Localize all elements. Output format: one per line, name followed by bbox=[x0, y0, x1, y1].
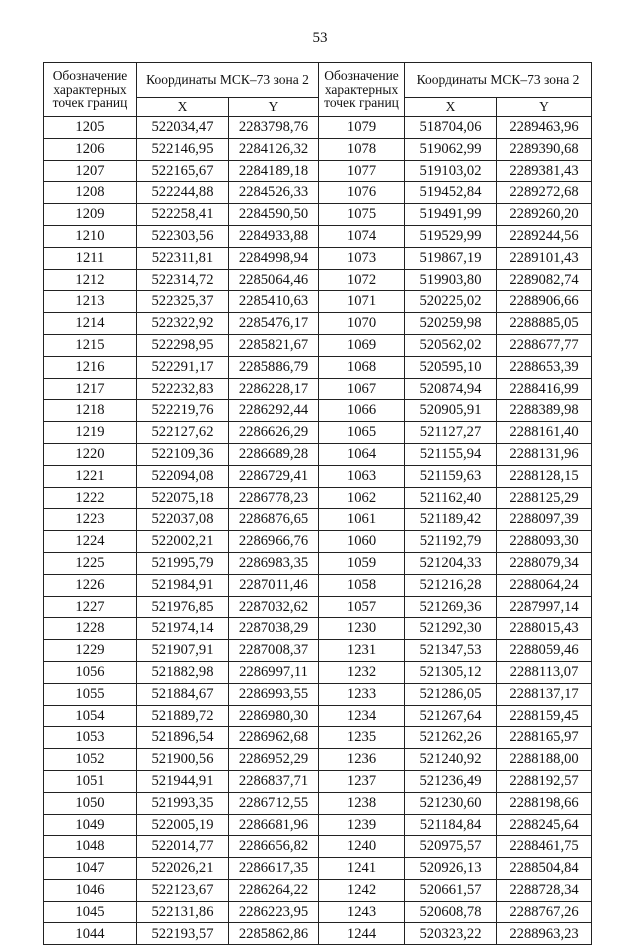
x-right-cell: 520905,91 bbox=[405, 400, 497, 422]
y-left-cell: 2286962,68 bbox=[229, 727, 319, 749]
x-right-cell: 521216,28 bbox=[405, 574, 497, 596]
y-right-cell: 2288416,99 bbox=[497, 378, 592, 400]
point-id-left-cell: 1206 bbox=[44, 138, 137, 160]
y-left-cell: 2286837,71 bbox=[229, 770, 319, 792]
table-row bbox=[44, 770, 592, 792]
x-left-cell: 521882,98 bbox=[137, 661, 229, 683]
y-right-cell: 2288198,66 bbox=[497, 792, 592, 814]
y-left-cell: 2286264,22 bbox=[229, 879, 319, 901]
point-id-right-cell: 1061 bbox=[319, 509, 405, 531]
point-id-left-cell: 1223 bbox=[44, 509, 137, 531]
point-id-right-cell: 1238 bbox=[319, 792, 405, 814]
table-row bbox=[44, 509, 592, 531]
table-row bbox=[44, 225, 592, 247]
y-right-cell: 2288389,98 bbox=[497, 400, 592, 422]
y-right-cell: 2288192,57 bbox=[497, 770, 592, 792]
x-right-cell: 519062,99 bbox=[405, 138, 497, 160]
x-right-cell: 520225,02 bbox=[405, 291, 497, 313]
y-right-cell: 2288093,30 bbox=[497, 531, 592, 553]
x-right-cell: 520562,02 bbox=[405, 334, 497, 356]
x-right-cell: 521305,12 bbox=[405, 661, 497, 683]
y-right-cell: 2288728,34 bbox=[497, 879, 592, 901]
point-id-right-cell: 1062 bbox=[319, 487, 405, 509]
x-left-cell: 522002,21 bbox=[137, 531, 229, 553]
y-right-cell: 2288128,15 bbox=[497, 465, 592, 487]
point-label-header-right: Обозначение характерных точек границ bbox=[319, 63, 405, 117]
point-id-right-cell: 1065 bbox=[319, 422, 405, 444]
x-left-cell: 522146,95 bbox=[137, 138, 229, 160]
point-id-right-cell: 1235 bbox=[319, 727, 405, 749]
table-header bbox=[44, 63, 592, 117]
table-row bbox=[44, 749, 592, 771]
x-left-cell: 522005,19 bbox=[137, 814, 229, 836]
y-header-right: Y bbox=[497, 98, 592, 117]
x-left-cell: 522026,21 bbox=[137, 858, 229, 880]
x-right-cell: 521162,40 bbox=[405, 487, 497, 509]
point-id-right-cell: 1074 bbox=[319, 225, 405, 247]
table-row bbox=[44, 705, 592, 727]
x-left-cell: 521976,85 bbox=[137, 596, 229, 618]
y-left-cell: 2286617,35 bbox=[229, 858, 319, 880]
point-id-left-cell: 1051 bbox=[44, 770, 137, 792]
point-id-left-cell: 1208 bbox=[44, 182, 137, 204]
table-row bbox=[44, 901, 592, 923]
point-id-right-cell: 1077 bbox=[319, 160, 405, 182]
page-number: 53 bbox=[312, 30, 328, 46]
point-id-left-cell: 1229 bbox=[44, 640, 137, 662]
y-left-cell: 2286993,55 bbox=[229, 683, 319, 705]
y-left-cell: 2286952,29 bbox=[229, 749, 319, 771]
x-left-cell: 522311,81 bbox=[137, 247, 229, 269]
x-right-cell: 521286,05 bbox=[405, 683, 497, 705]
y-left-cell: 2286997,11 bbox=[229, 661, 319, 683]
y-left-cell: 2286980,30 bbox=[229, 705, 319, 727]
point-id-right-cell: 1236 bbox=[319, 749, 405, 771]
point-id-right-cell: 1242 bbox=[319, 879, 405, 901]
x-left-cell: 522165,67 bbox=[137, 160, 229, 182]
x-left-cell: 522014,77 bbox=[137, 836, 229, 858]
table-row bbox=[44, 334, 592, 356]
x-right-cell: 520259,98 bbox=[405, 313, 497, 335]
point-id-left-cell: 1046 bbox=[44, 879, 137, 901]
table-row bbox=[44, 552, 592, 574]
table-row bbox=[44, 247, 592, 269]
point-id-right-cell: 1237 bbox=[319, 770, 405, 792]
point-id-right-cell: 1073 bbox=[319, 247, 405, 269]
x-left-cell: 522232,83 bbox=[137, 378, 229, 400]
y-right-cell: 2288137,17 bbox=[497, 683, 592, 705]
x-left-cell: 521884,67 bbox=[137, 683, 229, 705]
x-left-cell: 521984,91 bbox=[137, 574, 229, 596]
coordinates-table bbox=[43, 62, 592, 945]
point-id-right-cell: 1067 bbox=[319, 378, 405, 400]
x-right-cell: 521192,79 bbox=[405, 531, 497, 553]
table-row bbox=[44, 727, 592, 749]
y-left-cell: 2286292,44 bbox=[229, 400, 319, 422]
table-row bbox=[44, 640, 592, 662]
x-right-cell: 521155,94 bbox=[405, 443, 497, 465]
point-id-left-cell: 1049 bbox=[44, 814, 137, 836]
x-left-cell: 522109,36 bbox=[137, 443, 229, 465]
x-left-cell: 522193,57 bbox=[137, 923, 229, 945]
x-left-cell: 522322,92 bbox=[137, 313, 229, 335]
point-id-left-cell: 1047 bbox=[44, 858, 137, 880]
point-id-right-cell: 1234 bbox=[319, 705, 405, 727]
point-id-right-cell: 1071 bbox=[319, 291, 405, 313]
x-right-cell: 520975,57 bbox=[405, 836, 497, 858]
point-id-left-cell: 1209 bbox=[44, 204, 137, 226]
x-left-cell: 521907,91 bbox=[137, 640, 229, 662]
x-left-cell: 522034,47 bbox=[137, 117, 229, 139]
y-left-cell: 2286656,82 bbox=[229, 836, 319, 858]
y-left-cell: 2286712,55 bbox=[229, 792, 319, 814]
x-header-left: X bbox=[137, 98, 229, 117]
point-id-left-cell: 1055 bbox=[44, 683, 137, 705]
y-left-cell: 2287011,46 bbox=[229, 574, 319, 596]
table-row bbox=[44, 792, 592, 814]
point-id-left-cell: 1210 bbox=[44, 225, 137, 247]
point-id-left-cell: 1227 bbox=[44, 596, 137, 618]
y-left-cell: 2286729,41 bbox=[229, 465, 319, 487]
x-left-cell: 522325,37 bbox=[137, 291, 229, 313]
table-row bbox=[44, 117, 592, 139]
point-id-right-cell: 1244 bbox=[319, 923, 405, 945]
coords-header-right: Координаты МСК–73 зона 2 bbox=[405, 63, 592, 98]
y-left-cell: 2285821,67 bbox=[229, 334, 319, 356]
table-row bbox=[44, 531, 592, 553]
y-right-cell: 2287997,14 bbox=[497, 596, 592, 618]
point-label-header-left: Обозначение характерных точек границ bbox=[44, 63, 137, 117]
x-left-cell: 521944,91 bbox=[137, 770, 229, 792]
table-row bbox=[44, 596, 592, 618]
y-right-cell: 2288653,39 bbox=[497, 356, 592, 378]
x-right-cell: 521184,84 bbox=[405, 814, 497, 836]
point-id-right-cell: 1066 bbox=[319, 400, 405, 422]
point-id-left-cell: 1217 bbox=[44, 378, 137, 400]
point-id-left-cell: 1050 bbox=[44, 792, 137, 814]
point-id-right-cell: 1060 bbox=[319, 531, 405, 553]
point-id-left-cell: 1205 bbox=[44, 117, 137, 139]
y-right-cell: 2288677,77 bbox=[497, 334, 592, 356]
y-left-cell: 2286983,35 bbox=[229, 552, 319, 574]
point-id-left-cell: 1052 bbox=[44, 749, 137, 771]
x-right-cell: 520595,10 bbox=[405, 356, 497, 378]
x-right-cell: 520926,13 bbox=[405, 858, 497, 880]
table-row bbox=[44, 836, 592, 858]
x-right-cell: 521204,33 bbox=[405, 552, 497, 574]
point-id-right-cell: 1059 bbox=[319, 552, 405, 574]
point-id-left-cell: 1212 bbox=[44, 269, 137, 291]
point-id-right-cell: 1239 bbox=[319, 814, 405, 836]
table-row bbox=[44, 138, 592, 160]
y-left-cell: 2287032,62 bbox=[229, 596, 319, 618]
y-right-cell: 2288097,39 bbox=[497, 509, 592, 531]
table-row bbox=[44, 356, 592, 378]
x-right-cell: 521240,92 bbox=[405, 749, 497, 771]
x-right-cell: 521262,26 bbox=[405, 727, 497, 749]
point-id-left-cell: 1214 bbox=[44, 313, 137, 335]
y-left-cell: 2287038,29 bbox=[229, 618, 319, 640]
point-id-right-cell: 1064 bbox=[319, 443, 405, 465]
x-left-cell: 521900,56 bbox=[137, 749, 229, 771]
y-right-cell: 2289082,74 bbox=[497, 269, 592, 291]
y-right-cell: 2289390,68 bbox=[497, 138, 592, 160]
table-row bbox=[44, 923, 592, 945]
y-right-cell: 2288963,23 bbox=[497, 923, 592, 945]
y-left-cell: 2285064,46 bbox=[229, 269, 319, 291]
point-id-left-cell: 1218 bbox=[44, 400, 137, 422]
y-left-cell: 2286681,96 bbox=[229, 814, 319, 836]
y-left-cell: 2286228,17 bbox=[229, 378, 319, 400]
x-left-cell: 521993,35 bbox=[137, 792, 229, 814]
x-left-cell: 522131,86 bbox=[137, 901, 229, 923]
point-id-left-cell: 1048 bbox=[44, 836, 137, 858]
y-left-cell: 2287008,37 bbox=[229, 640, 319, 662]
point-id-right-cell: 1068 bbox=[319, 356, 405, 378]
point-id-left-cell: 1054 bbox=[44, 705, 137, 727]
y-left-cell: 2284189,18 bbox=[229, 160, 319, 182]
y-right-cell: 2288461,75 bbox=[497, 836, 592, 858]
table-row bbox=[44, 400, 592, 422]
x-left-cell: 522244,88 bbox=[137, 182, 229, 204]
y-left-cell: 2286223,95 bbox=[229, 901, 319, 923]
point-id-left-cell: 1222 bbox=[44, 487, 137, 509]
point-id-left-cell: 1220 bbox=[44, 443, 137, 465]
x-right-cell: 521269,36 bbox=[405, 596, 497, 618]
x-left-cell: 521889,72 bbox=[137, 705, 229, 727]
x-left-cell: 522314,72 bbox=[137, 269, 229, 291]
point-id-right-cell: 1069 bbox=[319, 334, 405, 356]
y-right-cell: 2288059,46 bbox=[497, 640, 592, 662]
table-row bbox=[44, 661, 592, 683]
point-id-right-cell: 1063 bbox=[319, 465, 405, 487]
point-id-left-cell: 1221 bbox=[44, 465, 137, 487]
x-left-cell: 521896,54 bbox=[137, 727, 229, 749]
point-id-left-cell: 1044 bbox=[44, 923, 137, 945]
table-row bbox=[44, 487, 592, 509]
point-id-right-cell: 1231 bbox=[319, 640, 405, 662]
point-id-right-cell: 1240 bbox=[319, 836, 405, 858]
x-right-cell: 519103,02 bbox=[405, 160, 497, 182]
x-right-cell: 519491,99 bbox=[405, 204, 497, 226]
y-right-cell: 2288125,29 bbox=[497, 487, 592, 509]
x-right-cell: 520323,22 bbox=[405, 923, 497, 945]
y-right-cell: 2289101,43 bbox=[497, 247, 592, 269]
point-id-left-cell: 1216 bbox=[44, 356, 137, 378]
point-id-right-cell: 1058 bbox=[319, 574, 405, 596]
x-right-cell: 519529,99 bbox=[405, 225, 497, 247]
y-left-cell: 2284526,33 bbox=[229, 182, 319, 204]
y-right-cell: 2288245,64 bbox=[497, 814, 592, 836]
table-row bbox=[44, 574, 592, 596]
point-id-right-cell: 1232 bbox=[319, 661, 405, 683]
point-id-left-cell: 1226 bbox=[44, 574, 137, 596]
y-left-cell: 2286876,65 bbox=[229, 509, 319, 531]
table-row bbox=[44, 618, 592, 640]
point-id-right-cell: 1241 bbox=[319, 858, 405, 880]
x-right-cell: 519903,80 bbox=[405, 269, 497, 291]
y-right-cell: 2288079,34 bbox=[497, 552, 592, 574]
x-right-cell: 520661,57 bbox=[405, 879, 497, 901]
y-left-cell: 2284998,94 bbox=[229, 247, 319, 269]
y-right-cell: 2289272,68 bbox=[497, 182, 592, 204]
x-right-cell: 521127,27 bbox=[405, 422, 497, 444]
y-right-cell: 2288165,97 bbox=[497, 727, 592, 749]
y-right-cell: 2288767,26 bbox=[497, 901, 592, 923]
y-left-cell: 2285476,17 bbox=[229, 313, 319, 335]
point-id-right-cell: 1057 bbox=[319, 596, 405, 618]
x-right-cell: 520608,78 bbox=[405, 901, 497, 923]
point-id-left-cell: 1211 bbox=[44, 247, 137, 269]
y-right-cell: 2288159,45 bbox=[497, 705, 592, 727]
x-right-cell: 521347,53 bbox=[405, 640, 497, 662]
y-right-cell: 2288885,05 bbox=[497, 313, 592, 335]
point-id-right-cell: 1079 bbox=[319, 117, 405, 139]
point-id-right-cell: 1233 bbox=[319, 683, 405, 705]
point-id-left-cell: 1228 bbox=[44, 618, 137, 640]
table-row bbox=[44, 160, 592, 182]
point-id-right-cell: 1070 bbox=[319, 313, 405, 335]
point-id-left-cell: 1045 bbox=[44, 901, 137, 923]
x-right-cell: 519452,84 bbox=[405, 182, 497, 204]
y-left-cell: 2284126,32 bbox=[229, 138, 319, 160]
y-left-cell: 2286689,28 bbox=[229, 443, 319, 465]
table-row bbox=[44, 879, 592, 901]
x-left-cell: 522258,41 bbox=[137, 204, 229, 226]
point-id-right-cell: 1243 bbox=[319, 901, 405, 923]
table-row bbox=[44, 182, 592, 204]
y-right-cell: 2288504,84 bbox=[497, 858, 592, 880]
x-right-cell: 521230,60 bbox=[405, 792, 497, 814]
point-id-right-cell: 1072 bbox=[319, 269, 405, 291]
y-left-cell: 2284590,50 bbox=[229, 204, 319, 226]
y-left-cell: 2286966,76 bbox=[229, 531, 319, 553]
point-id-left-cell: 1219 bbox=[44, 422, 137, 444]
table-row bbox=[44, 443, 592, 465]
y-left-cell: 2285862,86 bbox=[229, 923, 319, 945]
table-row bbox=[44, 313, 592, 335]
table-row bbox=[44, 269, 592, 291]
y-left-cell: 2285886,79 bbox=[229, 356, 319, 378]
y-right-cell: 2288906,66 bbox=[497, 291, 592, 313]
point-id-left-cell: 1213 bbox=[44, 291, 137, 313]
point-id-left-cell: 1053 bbox=[44, 727, 137, 749]
table-row bbox=[44, 422, 592, 444]
y-left-cell: 2286778,23 bbox=[229, 487, 319, 509]
point-id-left-cell: 1225 bbox=[44, 552, 137, 574]
y-right-cell: 2289463,96 bbox=[497, 117, 592, 139]
x-right-cell: 519867,19 bbox=[405, 247, 497, 269]
table-row bbox=[44, 378, 592, 400]
y-left-cell: 2286626,29 bbox=[229, 422, 319, 444]
x-right-cell: 521236,49 bbox=[405, 770, 497, 792]
x-right-cell: 521267,64 bbox=[405, 705, 497, 727]
y-right-cell: 2288161,40 bbox=[497, 422, 592, 444]
table-body bbox=[44, 117, 592, 945]
y-right-cell: 2288188,00 bbox=[497, 749, 592, 771]
x-right-cell: 520874,94 bbox=[405, 378, 497, 400]
x-right-cell: 518704,06 bbox=[405, 117, 497, 139]
point-id-left-cell: 1056 bbox=[44, 661, 137, 683]
y-left-cell: 2284933,88 bbox=[229, 225, 319, 247]
point-id-left-cell: 1207 bbox=[44, 160, 137, 182]
table-row bbox=[44, 465, 592, 487]
point-id-left-cell: 1215 bbox=[44, 334, 137, 356]
y-right-cell: 2288131,96 bbox=[497, 443, 592, 465]
y-left-cell: 2285410,63 bbox=[229, 291, 319, 313]
x-left-cell: 522303,56 bbox=[137, 225, 229, 247]
x-left-cell: 522123,67 bbox=[137, 879, 229, 901]
x-right-cell: 521292,30 bbox=[405, 618, 497, 640]
coords-header-left: Координаты МСК–73 зона 2 bbox=[137, 63, 319, 98]
x-left-cell: 522127,62 bbox=[137, 422, 229, 444]
x-left-cell: 522291,17 bbox=[137, 356, 229, 378]
x-left-cell: 521974,14 bbox=[137, 618, 229, 640]
y-header-left: Y bbox=[229, 98, 319, 117]
y-right-cell: 2288113,07 bbox=[497, 661, 592, 683]
y-right-cell: 2288064,24 bbox=[497, 574, 592, 596]
y-right-cell: 2289381,43 bbox=[497, 160, 592, 182]
x-left-cell: 521995,79 bbox=[137, 552, 229, 574]
point-id-right-cell: 1076 bbox=[319, 182, 405, 204]
table-row bbox=[44, 814, 592, 836]
x-left-cell: 522219,76 bbox=[137, 400, 229, 422]
point-id-right-cell: 1075 bbox=[319, 204, 405, 226]
x-right-cell: 521159,63 bbox=[405, 465, 497, 487]
x-left-cell: 522298,95 bbox=[137, 334, 229, 356]
x-left-cell: 522075,18 bbox=[137, 487, 229, 509]
y-left-cell: 2283798,76 bbox=[229, 117, 319, 139]
x-left-cell: 522037,08 bbox=[137, 509, 229, 531]
table-row bbox=[44, 858, 592, 880]
table-row bbox=[44, 291, 592, 313]
table-row bbox=[44, 204, 592, 226]
y-right-cell: 2289244,56 bbox=[497, 225, 592, 247]
y-right-cell: 2289260,20 bbox=[497, 204, 592, 226]
point-id-right-cell: 1230 bbox=[319, 618, 405, 640]
point-id-right-cell: 1078 bbox=[319, 138, 405, 160]
point-id-left-cell: 1224 bbox=[44, 531, 137, 553]
x-left-cell: 522094,08 bbox=[137, 465, 229, 487]
x-header-right: X bbox=[405, 98, 497, 117]
y-right-cell: 2288015,43 bbox=[497, 618, 592, 640]
table-row bbox=[44, 683, 592, 705]
x-right-cell: 521189,42 bbox=[405, 509, 497, 531]
